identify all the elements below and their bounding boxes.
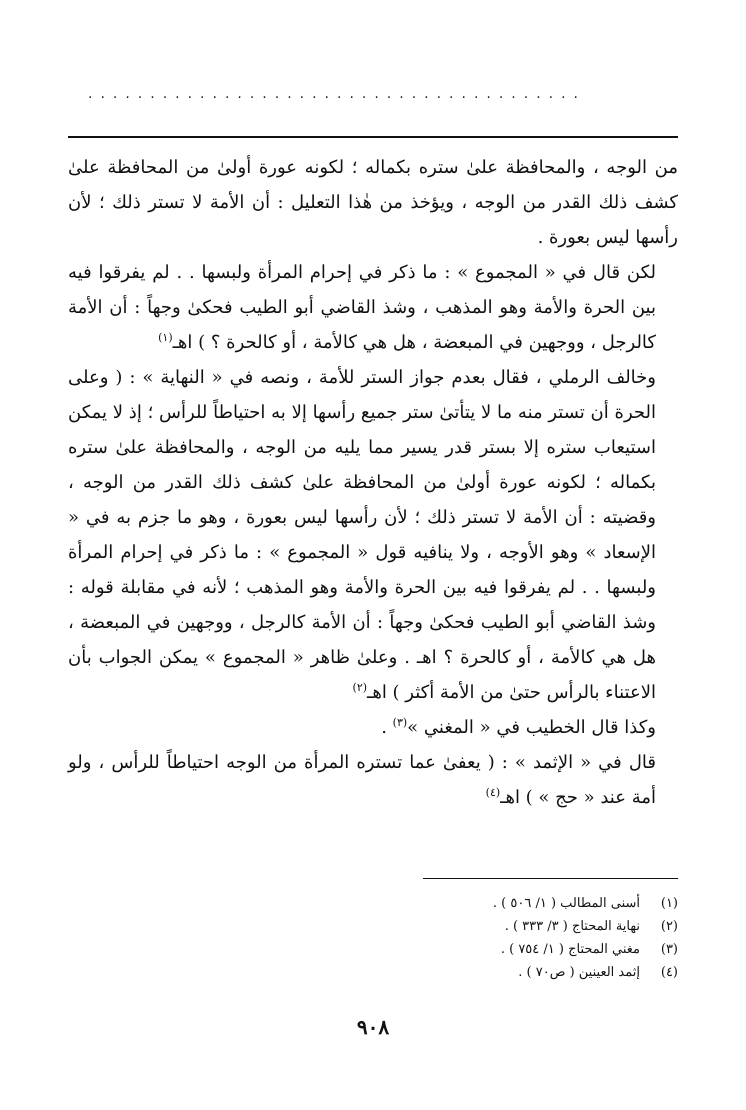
main-text xyxy=(68,150,678,815)
paragraph-1-text: من الوجه ، والمحافظة علىٰ ستره بكماله ؛ لكونه عورة أولىٰ من المحافظة علىٰ كشف ذلك القدر من الوجه ، ويؤخذ من هٰذا التعليل : أن الأمة لا تستر ذلك ؛ لأن رأسها ليس بعورة . xyxy=(68,157,678,248)
footnote-number: (١) xyxy=(660,896,678,911)
footnote-number: (٤) xyxy=(660,965,678,980)
footnote-text: مغني المحتاج ( ١/ ٧٥٤ ) . xyxy=(500,942,640,957)
paragraph-4: وكذا قال الخطيب في « المغني »$^{(٣)}$ . xyxy=(381,716,656,738)
header-dots: ........................................ xyxy=(88,86,587,102)
paragraph-3-text: وخالف الرملي ، فقال بعدم جواز الستر للأمة ، ونصه في « النهاية » : ( وعلى الحرة أن تستر منه ما لا يتأتىٰ ستر جميع رأسها إلا به احتياطاً للرأس ؛ إذ لا يمكن استيعاب ستره إلا بستر قدر يسير مما يليه من الوجه ، والمحافظة علىٰ ستره بكماله ؛ لكونه عورة أولىٰ من المحافظة علىٰ كشف ذلك القدر من الوجه ، وقضيته : أن الأمة لا تستر ذلك ؛ لأن رأسها ليس بعورة ، وهو ما جزم به في « الإسعاد » وهو الأوجه ، ولا ينافيه قول « المجموع » : ما ذكر في إحرام المرأة ولبسها . . لم يفرقوا فيه بين الحرة والأمة وهو المذهب ؛ لأنه في مقابلة قوله : وشذ القاضي أبو الطيب فحكىٰ وجهاً : أن الأمة كالرجل ، ووجهين في المبعضة ، هل هي كالأمة ، أو كالحرة ؟ اهـ . وعلىٰ ظاهر « المجموع » يمكن الجواب بأن الاعتناء بالرأس حتىٰ من الأمة أكثر ) اهـ xyxy=(68,367,656,703)
footnote-text: أسنى المطالب ( ١/ ٥٠٦ ) . xyxy=(492,896,640,911)
footnote-ref-2[interactable]: (٢) xyxy=(352,681,368,694)
footnotes xyxy=(368,892,678,984)
paragraph-2-text: لكن قال في « المجموع » : ما ذكر في إحرام المرأة ولبسها . . لم يفرقوا فيه بين الحرة والأمة وهو المذهب ، وشذ القاضي أبو الطيب فحكىٰ وجهاً : أن الأمة كالرجل ، ووجهين في المبعضة ، هل هي كالأمة ، أو كالحرة ؟ ) اهـ xyxy=(68,262,656,353)
paragraph-5-text: قال في « الإثمد » : ( يعفىٰ عما تستره المرأة من الوجه احتياطاً للرأس ، ولو أمة عند « حج » ) اهـ xyxy=(68,752,656,808)
footnote-text: نهاية المحتاج ( ٣/ ٣٣٣ ) . xyxy=(504,919,640,934)
paragraph-5 xyxy=(68,745,678,815)
footnote-ref-1[interactable]: (١) xyxy=(158,331,173,344)
paragraph-4-text: وكذا قال الخطيب في « المغني » xyxy=(407,717,656,738)
footnote-text: إثمد العينين ( ص٧٠ ) . xyxy=(518,965,640,980)
page-number: ٩٠٨ xyxy=(356,1015,390,1039)
paragraph-1 xyxy=(68,150,678,255)
footnote-3 xyxy=(368,938,678,961)
footnote-number: (٣) xyxy=(660,942,678,957)
paragraph-3 xyxy=(68,360,678,710)
header-rule xyxy=(68,136,678,138)
footnote-2 xyxy=(368,915,678,938)
footnote-4 xyxy=(368,961,678,984)
footnote-number: (٢) xyxy=(660,919,678,934)
footnote-rule xyxy=(423,878,678,879)
footnote-1 xyxy=(368,892,678,915)
footnote-ref-3[interactable]: (٣) xyxy=(392,716,408,729)
footnote-ref-4[interactable]: (٤) xyxy=(485,786,501,799)
paragraph-2 xyxy=(68,255,678,360)
